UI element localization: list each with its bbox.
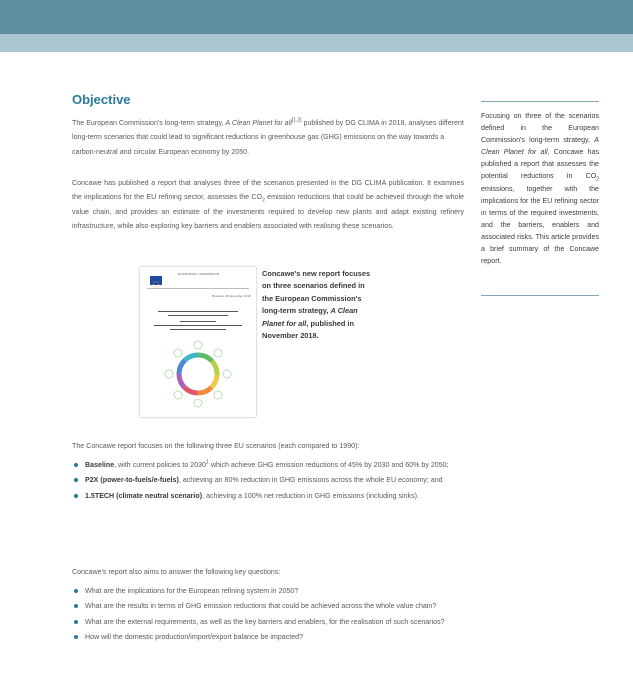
paragraph-intro: The European Commission's long-term strategy, A Clean Planet for all[1,2] published by DG CLIMA in 2018, analyses different long-term scenarios that could lead to significant reductions in greenhouse gas (GHG) emissions on the way towards a carbon-neutral and circular European economy by 2050.: [72, 117, 464, 156]
section-heading: Objective: [72, 92, 131, 107]
cover-divider: [147, 288, 249, 289]
reference-marks: [1,2]: [291, 117, 302, 124]
bullet-icon: [74, 463, 78, 467]
sidebar-summary: Focusing on three of the scenarios defined in the European Commission's long-term strategy, A Clean Planet for all, Concawe has published a report that assesses the potential reductions in $CO_2$ emissions, together with the implications for the EU refining sector in terms of the required investments, and the barriers, enablers and associated risks. This article provides a brief summary of the Concawe report.: [481, 112, 599, 266]
scenarios-intro: The Concawe report focuses on the following three EU scenarios (each compared to 1990):: [72, 442, 360, 450]
question-list: [72, 584, 464, 646]
bullet-icon: [74, 620, 78, 624]
header-band-light: [0, 34, 633, 52]
list-item: What are the external requirements, as well as the key barriers and enablers, for the realisation of such scenarios?: [72, 615, 464, 629]
list-item: How will the domestic production/import/export balance be impacted?: [72, 630, 464, 644]
paragraph-report: Concawe has published a report that analyses three of the scenarios presented in the DG CLIMA publication. It examines the implications for the EU refining sector, assesses the $CO_2$ emission reductions that could be achieved through the whole value chain, and provides an estimate of the investments required to develop new plants and adapt existing refinery infrastructure, while also exploring key barriers and enablers associated with realising these scenarios.: [72, 179, 464, 231]
sidebar-bottom-rule: [481, 295, 599, 296]
list-item: P2X (power-to-fuels/e-fuels), achieving an 80% reduction in GHG emissions across the whole EU economy; and: [72, 473, 464, 487]
strategy-title: A Clean Planet for all: [225, 119, 292, 127]
list-item: What are the implications for the European refining system in 2050?: [72, 584, 464, 598]
bullet-icon: [74, 589, 78, 593]
bullet-icon: [74, 604, 78, 608]
bullet-icon: [74, 635, 78, 639]
cover-agency-label: EUROPEAN COMMISSION: [178, 272, 220, 276]
cover-text-line: [180, 321, 216, 322]
bullet-icon: [74, 478, 78, 482]
questions-intro: Concawe's report also aims to answer the following key questions:: [72, 568, 281, 576]
list-item: What are the results in terms of GHG emission reductions that could be achieved across the whole value chain?: [72, 599, 464, 613]
list-item: 1.5TECH (climate neutral scenario), achieving a 100% net reduction in GHG emissions (including sinks).: [72, 489, 464, 503]
cover-text-line: [168, 315, 228, 316]
header-band: [0, 0, 633, 34]
cover-text-line: [170, 329, 226, 330]
figure-caption: Concawe's new report focuses on three scenarios defined in the European Commission's long-term strategy, A Clean Planet for all, published in November 2018.: [262, 269, 371, 341]
cover-circular-graphic: [161, 337, 235, 411]
eu-flag-icon: [150, 276, 162, 285]
cover-date: Brussels, 28 November 2018: [212, 294, 251, 298]
cover-text-line: [154, 325, 242, 326]
list-item: Baseline, with current policies to 2030$^1$ which achieve GHG emission reductions of 45% by 2030 and 60% by 2050;: [72, 458, 464, 472]
bullet-icon: [74, 494, 78, 498]
sidebar-top-rule: [481, 101, 599, 102]
cover-text-line: [158, 311, 238, 312]
scenario-list: [72, 458, 464, 504]
report-cover-image: [140, 267, 256, 417]
